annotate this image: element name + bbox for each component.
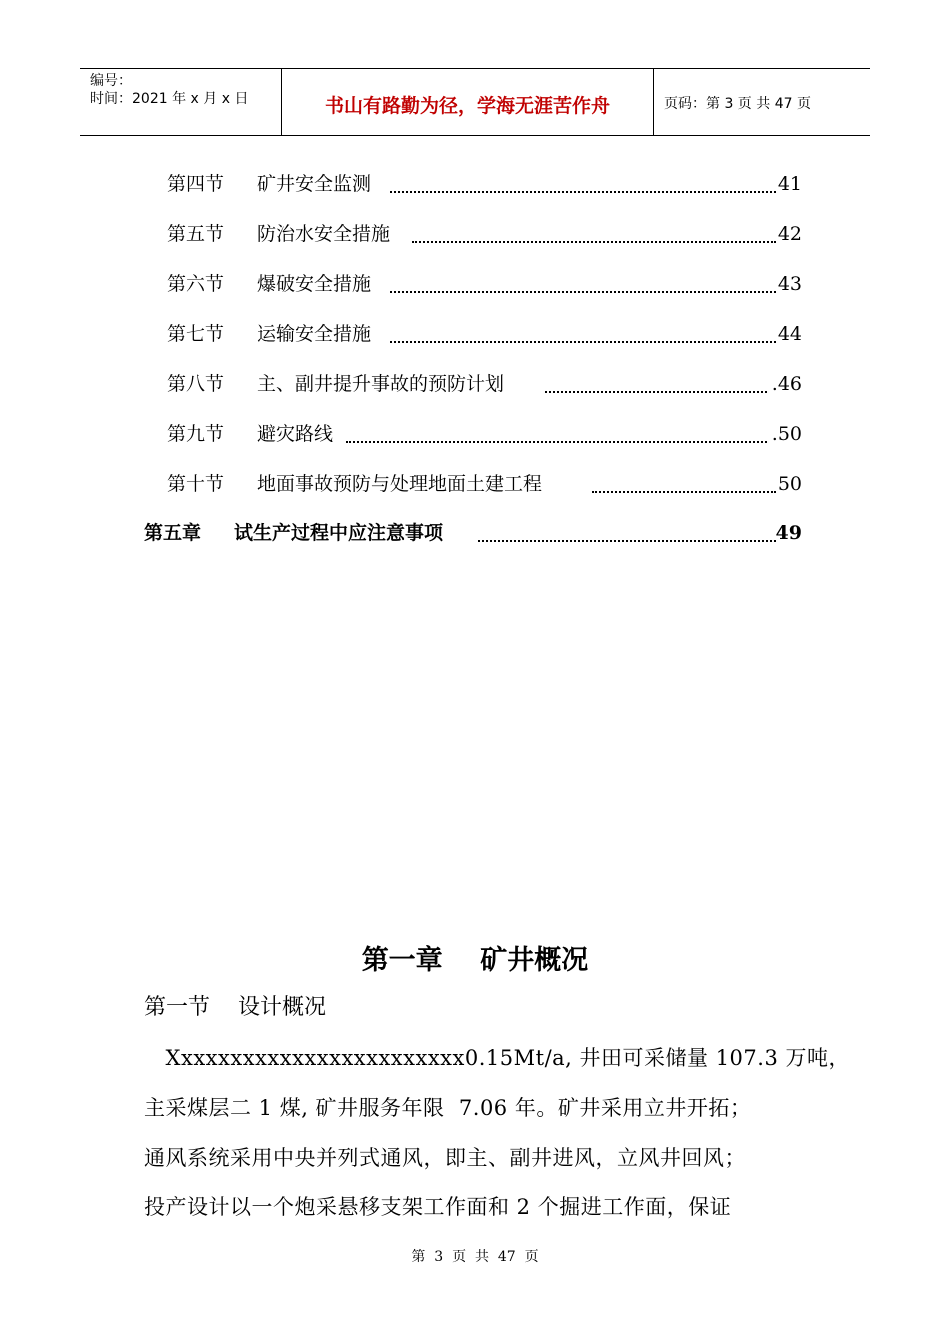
header-motto-cell [282,69,654,135]
page-footer: 第 3 页 共 47 页 [411,1249,539,1265]
toc-leader-dots [412,239,776,243]
toc-leader-dots [390,339,776,343]
toc-entry[interactable] [0,419,950,449]
toc-page-number: 49 [775,522,802,544]
chapter-heading: 第一章 矿井概况 [361,945,589,976]
toc-section-title: 矿井安全监测 [257,169,372,199]
toc-section-number: 第十节 [167,473,225,495]
toc-entry[interactable] [0,319,950,349]
toc-leader-dots [390,289,776,293]
toc-page-number: 41 [777,173,802,195]
toc-page-number: 42 [777,223,802,245]
toc-entry[interactable] [0,269,950,299]
toc-chapter-entry[interactable] [0,518,950,548]
section-heading: 第一节 设计概况 [144,995,326,1020]
motto: 书山有路勤为径，学海无涯苦作舟 [324,95,610,117]
paragraph-line: 投产设计以一个炮采悬移支架工作面和 2 个掘进工作面，保证 [144,1195,732,1219]
toc-leader-dots [545,389,767,393]
toc-section-title: 主、副井提升事故的预防计划 [257,369,505,399]
header-table [80,68,870,136]
paragraph-line: 主采煤层二 1 煤, 矿井服务年限 7.06 年。矿井采用立井开拓； [144,1096,752,1120]
toc-entry[interactable] [0,219,950,249]
toc-section-number: 第四节 [167,173,225,195]
toc-leader-dots [390,189,776,193]
toc-page-number: 43 [777,273,802,295]
toc-chapter-title: 试生产过程中应注意事项 [234,518,444,548]
toc-page-number: .50 [771,423,802,445]
date-label: 时间：2021 年 x 月 x 日 [90,91,249,107]
toc-section-number: 第六节 [167,273,225,295]
toc-page-number: .46 [771,373,802,395]
toc-leader-dots [592,489,776,493]
toc-page-number: 44 [777,323,802,345]
toc-section-number: 第八节 [167,373,225,395]
toc-section-number: 第九节 [167,423,225,445]
serial-label: 编号： [90,73,132,89]
toc-section-title: 防治水安全措施 [257,219,391,249]
toc-page-number: 50 [777,473,802,495]
paragraph-line: Xxxxxxxxxxxxxxxxxxxxxxxx0.15Mt/a, 井田可采储量 107.3 万吨， [144,1046,850,1070]
toc-entry[interactable] [0,169,950,199]
toc-section-title: 地面事故预防与处理地面土建工程 [257,469,543,499]
header-meta-cell [80,69,282,135]
header-page-cell [654,69,870,135]
toc-leader-dots [478,538,776,542]
toc-section-title: 避灾路线 [257,419,334,449]
toc-entry[interactable] [0,369,950,399]
toc-section-title: 运输安全措施 [257,319,372,349]
toc-section-number: 第七节 [167,323,225,345]
toc-leader-dots [346,439,767,443]
page-info: 页码：第 3 页 共 47 页 [664,96,811,112]
toc-section-number: 第五节 [167,223,225,245]
paragraph-line: 通风系统采用中央并列式通风，即主、副井进风，立风井回风； [144,1146,746,1170]
toc-entry[interactable] [0,469,950,499]
toc-section-title: 爆破安全措施 [257,269,372,299]
toc-chapter-number: 第五章 [144,522,202,544]
